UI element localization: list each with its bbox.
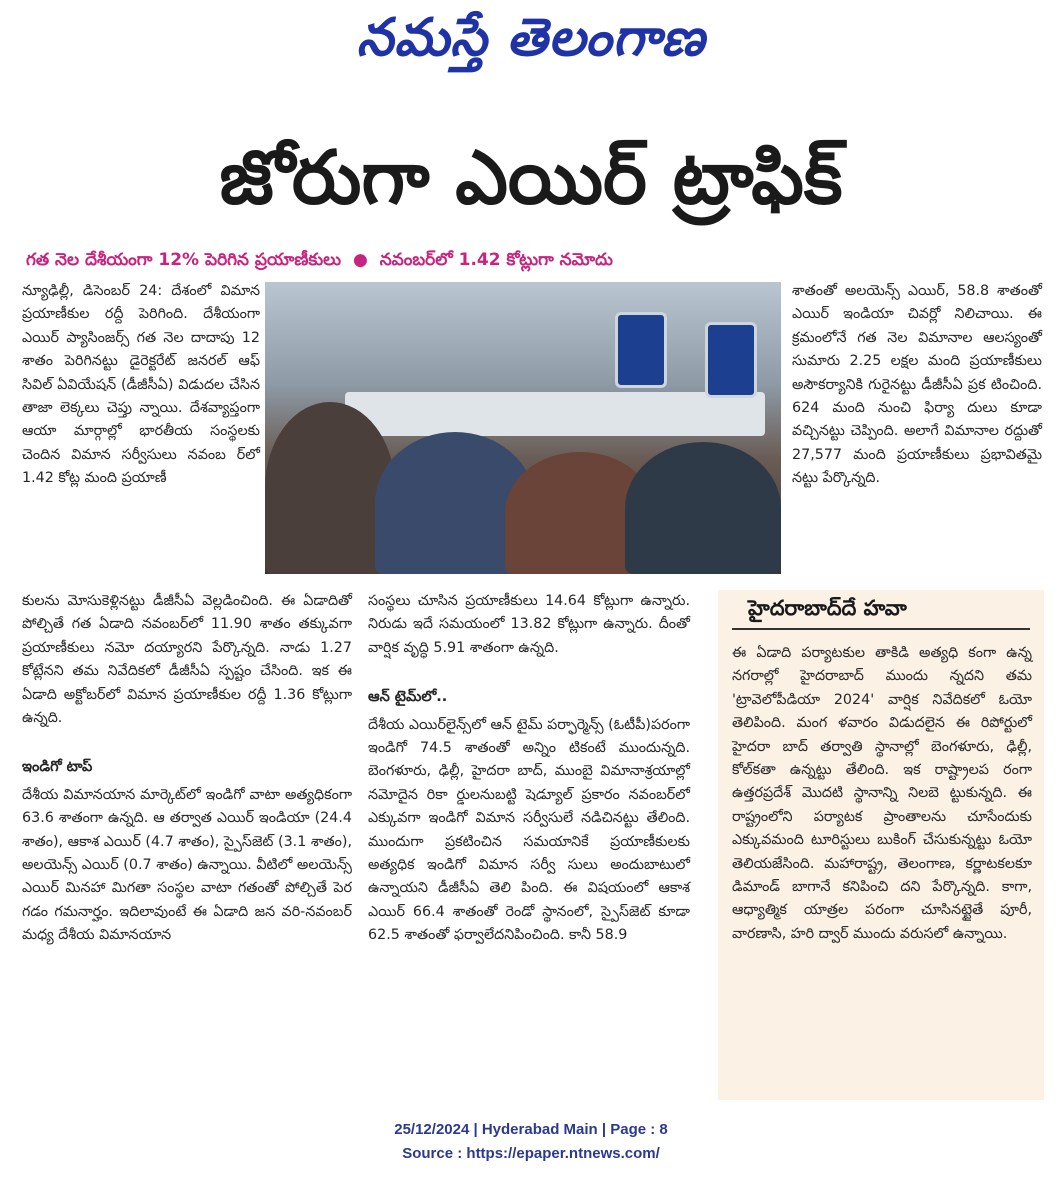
indigo-sign-icon [705, 322, 757, 398]
article-paragraph: దేశీయ ఎయిర్‌లైన్స్‌లో ఆన్ టైమ్ పర్ఫార్మెన్స్ (ఓటీపీ)పరంగా ఇండిగో 74.5 శాతంతో అన్నిం టికంటే ముందున్నది. బెంగళూరు, ఢిల్లీ, హైదరా బాద్, ముంబై విమానాశ్రయాల్లో నమోదైన రికా ర్డులనుబట్టి షెడ్యూల్ ప్రకారం నవంబర్‌లో ఎక్కువగా ఇండిగో విమాన సర్వీసులే నడిచినట్టు తేలింది. ముందుగా ప్రకటించిన సమయానికే ప్రయాణీకులకు అత్యధిక ఇండిగో విమాన సర్వీ సులు అందుబాటులో ఉన్నాయని డీజీసీఏ తెలి పింది. ఈ విషయంలో ఆకాశ ఎయిర్ 66.4 శాతంతో రెండో స్థానంలో, స్పైస్‌జెట్ కూడా 62.5 శాతంతో ఫర్వాలేదనిపించింది. కానీ 58.9 [368, 716, 691, 944]
headline: జోరుగా ఎయిర్ ట్రాఫిక్ [219, 135, 843, 221]
subheading-on-time: ఆన్ టైమ్‌లో.. [368, 689, 448, 706]
subheading-indigo-top: ఇండిగో టాప్ [22, 759, 93, 776]
article-column-1-bottom [22, 590, 352, 948]
article-column-3-top [792, 280, 1042, 491]
footer-source-link[interactable]: Source : https://epaper.ntnews.com/ [402, 1145, 660, 1162]
subheadline [26, 250, 1046, 274]
bullet-icon: ● [352, 250, 368, 270]
article-paragraph: దేశీయ విమానయాన మార్కెట్‌లో ఇండిగో వాటా అత్యధికంగా 63.6 శాతంగా ఉన్నది. ఆ తర్వాత ఎయిర్ ఇండియా (24.4 శాతం), ఆకాశ ఎయిర్ (4.7 శాతం), స్పైస్‌జెట్ (3.1 శాతం), అలయెన్స్ ఎయిర్ (0.7 శాతం) ఉన్నాయి. వీటిలో అలయెన్స్ ఎయిర్ మినహా మిగతా సంస్థల వాటా గతంతో పోల్చితే పెర గడం గమనార్హం. ఇదిలావుంటే ఈ ఏడాది జన వరి-నవంబర్ మధ్య దేశీయ విమానయాన [22, 786, 352, 944]
subheadline-part1: గత నెల దేశీయంగా 12% పెరిగిన ప్రయాణీకులు [26, 250, 342, 270]
airport-crowd-photo [265, 282, 781, 574]
page-footer [0, 1118, 1062, 1166]
sidebar-box [718, 590, 1044, 1100]
footer-date-edition: 25/12/2024 | Hyderabad Main | Page : 8 [394, 1121, 668, 1138]
article-paragraph: కులను మోసుకెళ్లినట్టు డీజీసీఏ వెల్లడించింది. ఈ ఏడాదితో పోల్చితే గత ఏడాది నవంబర్‌లో 11.90 శాతం తక్కువగా ప్రయాణీకులు నమో దయ్యారని పేర్కొన్నది. నాడు 1.27 కోట్లేనని తమ నివేదికలో డీజీసీఏ స్పష్టం చేసింది. ఇక ఈ ఏడాది అక్టోబర్‌లో విమాన ప్రయాణీకుల రద్దీ 1.36 కోట్లుగా ఉన్నది. [22, 593, 352, 727]
newspaper-masthead: నమస్తే తెలంగాణ [356, 8, 706, 68]
subheadline-part2: నవంబర్‌లో 1.42 కోట్లుగా నమోదు [379, 250, 613, 270]
article-paragraph: సంస్థలు చూసిన ప్రయాణీకులు 14.64 కోట్లుగా ఉన్నారు. నిరుడు ఇదే సమయంలో 13.82 కోట్లుగా ఉన్నారు. దీంతో వార్షిక వృద్ధి 5.91 శాతంగా ఉన్నది. [368, 593, 690, 656]
sidebar-body: ఈ ఏడాది పర్యాటకుల తాకిడి అత్యధి కంగా ఉన్న నగరాల్లో హైదరాబాద్ ముందు న్నదని తమ 'ట్రావెలోపీడియా 2024' వార్షిక నివేదికలో ఓయో తెలిపింది. మంగ ళవారం విడుదలైన ఈ రిపోర్టులో హైదరా బాద్ తర్వాతి స్థానాల్లో బెంగళూరు, ఢిల్లీ, కోల్‌కతా ఉన్నట్టు తేలింది. ఇక రాష్ట్రాలప రంగా ఉత్తరప్రదేశ్ మొదటి స్థానాన్ని నిలబె ట్టుకున్నది. ఈ రాష్ట్రంలోని పర్యాటక ప్రాంతాలను చూసేందుకు ఎక్కువమంది టూరిస్టులు బుకింగ్ చేసుకున్నట్టు ఓయో తెలియజేసింది. మహారాష్ట్ర, తెలంగాణ, కర్ణాటకలకూ డిమాండ్ బాగానే కనిపించి దని పేర్కొన్నది. కాగా, ఆధ్యాత్మిక యాత్రల పరంగా చూసినట్టైతే పూరీ, వారణాసి, హరి ద్వార్ ముందు వరుసలో ఉన్నాయి. [732, 645, 1032, 942]
article-paragraph: శాతంతో అలయెన్స్ ఎయిర్, 58.8 శాతంతో ఎయిర్ ఇండియా చివర్లో నిలిచాయి. ఈ క్రమంలోనే గత నెల విమానాల ఆలస్యంతో సుమారు 2.25 లక్షల మంది ప్రయాణీకులు అసౌకర్యానికి గురైనట్టు డీజీసీఏ ప్రక టించింది. 624 మంది నుంచి ఫిర్యా దులు కూడా వచ్చినట్టు చెప్పింది. అలాగే విమానాల రద్దుతో 27,577 మంది ప్రయాణీకులు ప్రభావితమై నట్టు పేర్కొన్నది. [792, 283, 1042, 487]
article-paragraph: న్యూఢిల్లీ, డిసెంబర్ 24: దేశంలో విమాన ప్రయాణీకుల రద్దీ పెరిగింది. దేశీయంగా ఎయిర్ ప్యాసింజర్స్ గత నెల దాదాపు 12 శాతం పెరిగినట్టు డైరెక్టరేట్ జనరల్ ఆఫ్ సివిల్ ఏవియేషన్ (డీజీసీఏ) విడుదల చేసిన తాజా లెక్కలు చెప్తు న్నాయి. దేశవ్యాప్తంగా ఆయా మార్గాల్లో భారతీయ సంస్థలకు చెందిన విమాన సర్వీసులు నవంబ ర్‌లో 1.42 కోట్ల మంది ప్రయాణీ [22, 283, 260, 487]
article-column-2 [368, 590, 690, 948]
article-column-1-top [22, 280, 260, 491]
sidebar-title: హైదరాబాద్‌దే హవా [748, 596, 907, 620]
divider [732, 628, 1030, 630]
indigo-sign-icon [615, 312, 667, 388]
